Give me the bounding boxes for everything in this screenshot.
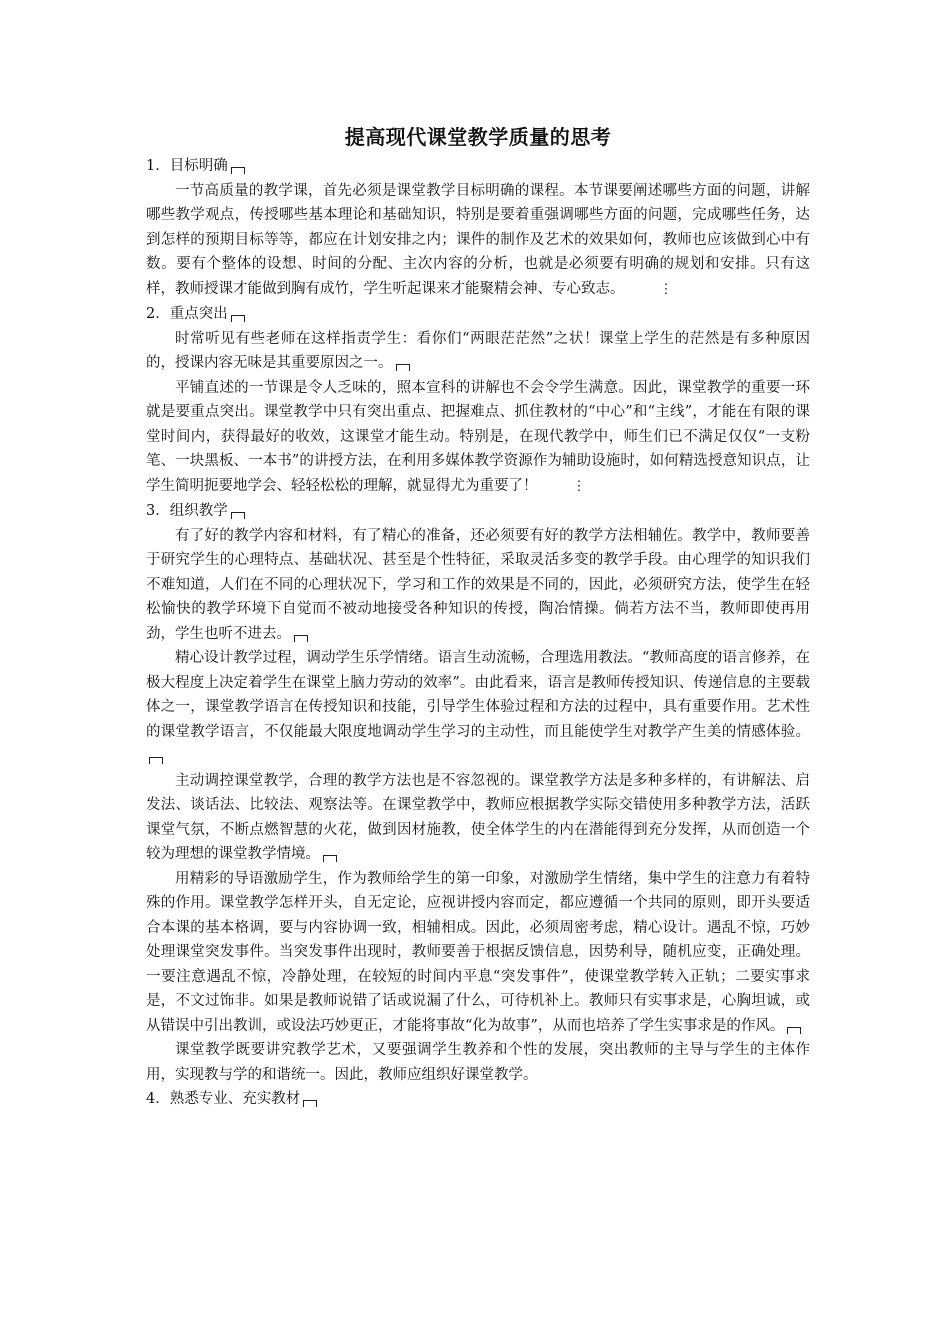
document-title: 提高现代课堂教学质量的思考: [344, 125, 612, 149]
vertical-ellipsis-icon: ⋮: [659, 281, 673, 297]
paragraph: 用精彩的导语激励学生，作为教师给学生的第一印象，对激励学生情绪，集中学生的注意力有着特殊的作用。课堂教学怎样开头，自无定论，应视讲授内容而定，都应遵循一个共同的原则，即开头要适合本课的基本格调，要与内容协调一致，相辅相成。因此，必须周密考虑，精心设计。遇乱不惊，巧妙处理课堂突发事件。当突发事件出现时，教师要善于根据反馈信息，因势利导，随机应变，正确处理。一要注意遇乱不惊，冷静处理，在较短的时间内平息“突发事件”，使课堂教学转入正轨；二要实事求是，不文过饰非。如果是教师说错了话或说漏了什么，可待机补上。教师只有实事求是，心胸坦诚，或从错误中引出教训，或设法巧妙更正，才能将事故“化为故事”，从而也培养了学生实事求是的作风。: [146, 870, 810, 1034]
paragraph-mark-icon: [231, 512, 245, 519]
section-1: [146, 154, 810, 302]
paragraph: 一节高质量的教学课，首先必须是课堂教学目标明确的课程。本节课要阐述哪些方面的问题，讲解哪些教学观点，传授哪些基本理论和基础知识，特别是要着重强调哪些方面的问题，完成哪些任务，达到怎样的预期目标等等，都应在计划安排之内；课件的制作及艺术的效果如何，教师也应该做到心中有数。要有个整体的设想、时间的分配、主次内容的分析，也就是必须要有明确的规划和安排。只有这样，教师授课才能做到胸有成竹，学生听起课来才能聚精会神、专心致志。 ⋮: [146, 179, 810, 303]
paragraph: 时常听见有些老师在这样指责学生：看你们“两眼茫茫然”之状！课堂上学生的茫然是有多种原因的，授课内容无味是其重要原因之一。: [146, 330, 810, 371]
section-3: [146, 499, 810, 1087]
paragraph-mark-icon: [396, 364, 410, 371]
paragraph-mark-icon: [323, 855, 337, 862]
paragraph-mark-icon: [294, 635, 308, 642]
paragraph-mark-icon: [149, 757, 163, 764]
paragraph-mark-icon: [231, 315, 245, 322]
section-heading: 1．目标明确: [146, 154, 810, 179]
paragraph-mark-icon: [231, 167, 245, 174]
paragraph: 平铺直述的一节课是令人乏味的，照本宣科的讲解也不会令学生满意。因此，课堂教学的重要一环就是要重点突出。课堂教学中只有突出重点、把握难点、抓住教材的“中心”和“主线”，才能在有限的课堂时间内，获得最好的收效，这课堂才能生动。特别是，在现代教学中，师生们已不满足仅仅“一支粉笔、一块黑板、一本书”的讲授方法，在利用多媒体教学资源作为辅助设施时，如何精选授意知识点，让学生简明扼要地学会、轻轻松松的理解，就显得尤为重要了！ ⋮: [146, 376, 810, 500]
section-heading: 3．组织教学: [146, 499, 810, 524]
paragraph: 主动调控课堂教学，合理的教学方法也是不容忽视的。课堂教学方法是多种多样的，有讲解法、启发法、谈话法、比较法、观察法等。在课堂教学中，教师应根据教学实际交错使用多种教学方法，活跃课堂气氛，不断点燃智慧的火花，做到因材施教，使全体学生的内在潜能得到充分发挥，从而创造一个较为理想的课堂教学情境。: [146, 772, 810, 862]
section-heading: 4．熟悉专业、充实教材: [146, 1087, 810, 1112]
paragraph: 有了好的教学内容和材料，有了精心的准备，还必须要有好的教学方法相辅佐。教学中，教师要善于研究学生的心理特点、基础状况、甚至是个性特征，采取灵活多变的教学手段。由心理学的知识我们不难知道，人们在不同的心理状况下，学习和工作的效果是不同的，因此，必须研究方法，使学生在轻松愉快的教学环境下自觉而不被动地接受各种知识的传授，陶冶情操。倘若方法不当，教师即使再用劲，学生也听不进去。: [146, 527, 810, 642]
section-2: [146, 302, 810, 499]
paragraph-mark-icon: [787, 1027, 801, 1034]
paragraph-mark-icon: [303, 1100, 317, 1107]
section-4: [146, 1087, 810, 1112]
paragraph: 课堂教学既要讲究教学艺术，又要强调学生教养和个性的发展，突出教师的主导与学生的主体作用，实现教与学的和谐统一。因此，教师应组织好课堂教学。: [146, 1042, 810, 1083]
section-heading: 2．重点突出: [146, 302, 810, 327]
document-body: [146, 122, 810, 1112]
paragraph: 精心设计教学过程，调动学生乐学情绪。语言生动流畅，合理选用教法。“教师高度的语言修养，在极大程度上决定着学生在课堂上脑力劳动的效率”。由此看来，语言是教师传授知识、传递信息的主要载体之一，课堂教学语言在传授知识和技能，引导学生体验过程和方法的过程中，具有重要作用。艺术性的课堂教学语言，不仅能最大限度地调动学生学习的主动性，而且能使学生对教学产生美的情感体验。: [146, 646, 810, 769]
vertical-ellipsis-icon: ⋮: [572, 478, 586, 494]
